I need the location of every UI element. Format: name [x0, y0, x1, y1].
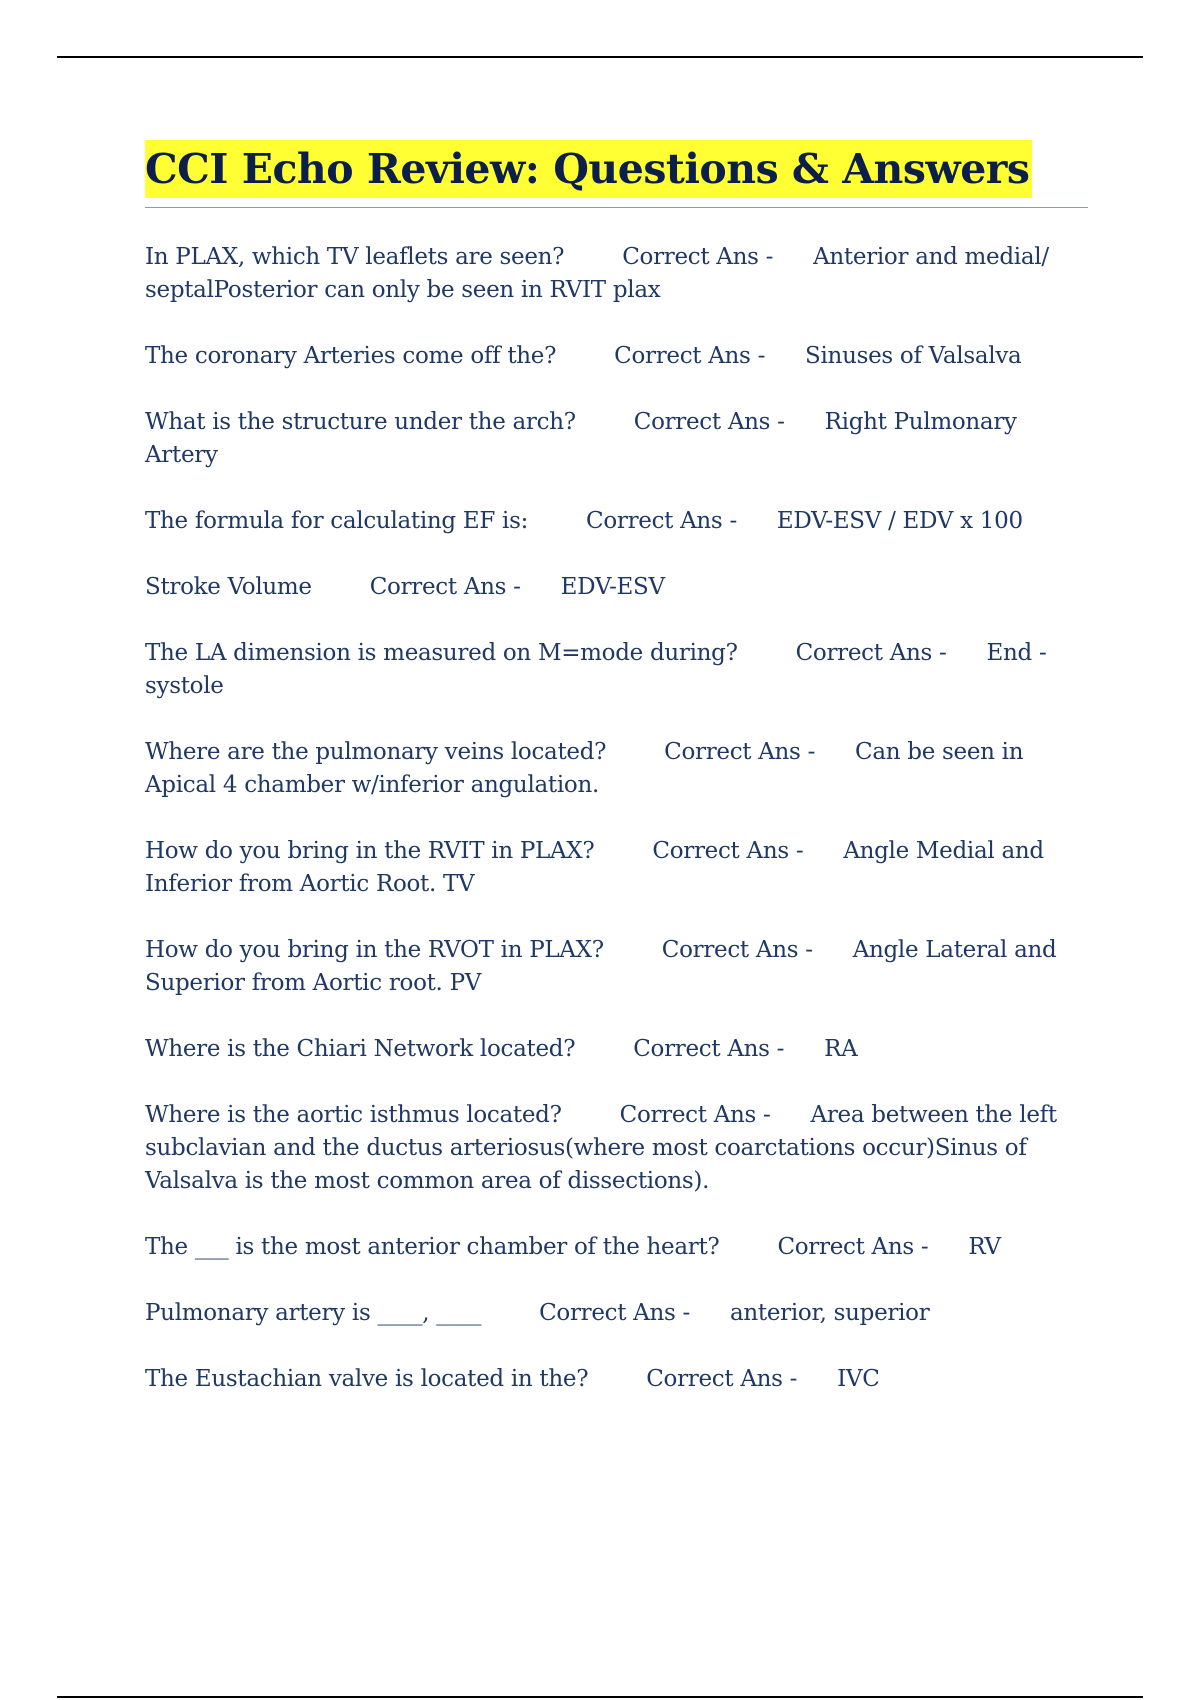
question-text: The LA dimension is measured on M=mode during? — [145, 640, 738, 666]
answer-prefix: Correct Ans - — [664, 739, 816, 765]
answer-text: End -systole — [145, 640, 1047, 699]
qa-item — [145, 1363, 1088, 1396]
qa-item — [145, 505, 1088, 538]
footer-rule — [57, 1696, 1143, 1698]
question-text: Stroke Volume — [145, 574, 312, 600]
qa-item — [145, 340, 1088, 373]
title-block — [145, 140, 1088, 208]
qa-item — [145, 241, 1088, 307]
answer-text: Angle Medial and Inferior from Aortic Root. TV — [145, 838, 1044, 897]
answer-prefix: Correct Ans - — [622, 244, 774, 270]
answer-prefix: Correct Ans - — [652, 838, 804, 864]
answer-text: RA — [824, 1036, 858, 1062]
qa-item — [145, 1297, 1088, 1330]
answer-text: RV — [968, 1234, 1001, 1260]
header-rule — [57, 56, 1143, 58]
page-title: CCI Echo Review: Questions & Answers — [145, 140, 1032, 198]
question-text: Where are the pulmonary veins located? — [145, 739, 607, 765]
answer-text: IVC — [837, 1366, 880, 1392]
answer-prefix: Correct Ans - — [539, 1300, 690, 1326]
qa-item — [145, 571, 1088, 604]
answer-prefix: Correct Ans - — [633, 1036, 785, 1062]
question-text: In PLAX, which TV leaflets are seen? — [145, 244, 565, 270]
question-text: How do you bring in the RVOT in PLAX? — [145, 937, 604, 963]
answer-prefix: Correct Ans - — [661, 937, 813, 963]
qa-item — [145, 1099, 1088, 1198]
answer-text: anterior, superior — [729, 1300, 930, 1326]
answer-prefix: Correct Ans - — [586, 508, 737, 534]
answer-text: Sinuses of Valsalva — [805, 343, 1022, 369]
answer-prefix: Correct Ans - — [619, 1102, 771, 1128]
question-text: The formula for calculating EF is: — [145, 508, 529, 534]
answer-text: Can be seen in Apical 4 chamber w/inferior angulation. — [145, 739, 1024, 798]
document-body — [145, 140, 1088, 1429]
question-text: Pulmonary artery is ____, ____ — [145, 1300, 482, 1326]
qa-item — [145, 1231, 1088, 1264]
answer-text: Area between the left subclavian and the ductus arteriosus(where most coarctations occur)Sinus of Valsalva is the most common area of dissections). — [145, 1102, 1057, 1194]
qa-item — [145, 934, 1088, 1000]
answer-prefix: Correct Ans - — [633, 409, 785, 435]
answer-prefix: Correct Ans - — [614, 343, 766, 369]
qa-item — [145, 637, 1088, 703]
question-text: The ___ is the most anterior chamber of the heart? — [145, 1234, 720, 1260]
answer-text: EDV-ESV — [560, 574, 665, 600]
answer-prefix: Correct Ans - — [646, 1366, 798, 1392]
qa-item — [145, 1033, 1088, 1066]
answer-text: Angle Lateral and Superior from Aortic root. PV — [145, 937, 1057, 996]
question-text: How do you bring in the RVIT in PLAX? — [145, 838, 595, 864]
qa-item — [145, 736, 1088, 802]
answer-text: Right Pulmonary Artery — [145, 409, 1017, 468]
question-text: Where is the aortic isthmus located? — [145, 1102, 562, 1128]
question-text: The Eustachian valve is located in the? — [145, 1366, 589, 1392]
question-text: Where is the Chiari Network located? — [145, 1036, 576, 1062]
answer-text: Anterior and medial/ septalPosterior can only be seen in RVIT plax — [145, 244, 1049, 303]
question-text: The coronary Arteries come off the? — [145, 343, 557, 369]
qa-item — [145, 835, 1088, 901]
answer-prefix: Correct Ans - — [795, 640, 947, 666]
answer-prefix: Correct Ans - — [369, 574, 521, 600]
answer-text: EDV-ESV / EDV x 100 — [776, 508, 1023, 534]
qa-item — [145, 406, 1088, 472]
answer-prefix: Correct Ans - — [777, 1234, 929, 1260]
question-text: What is the structure under the arch? — [145, 409, 576, 435]
